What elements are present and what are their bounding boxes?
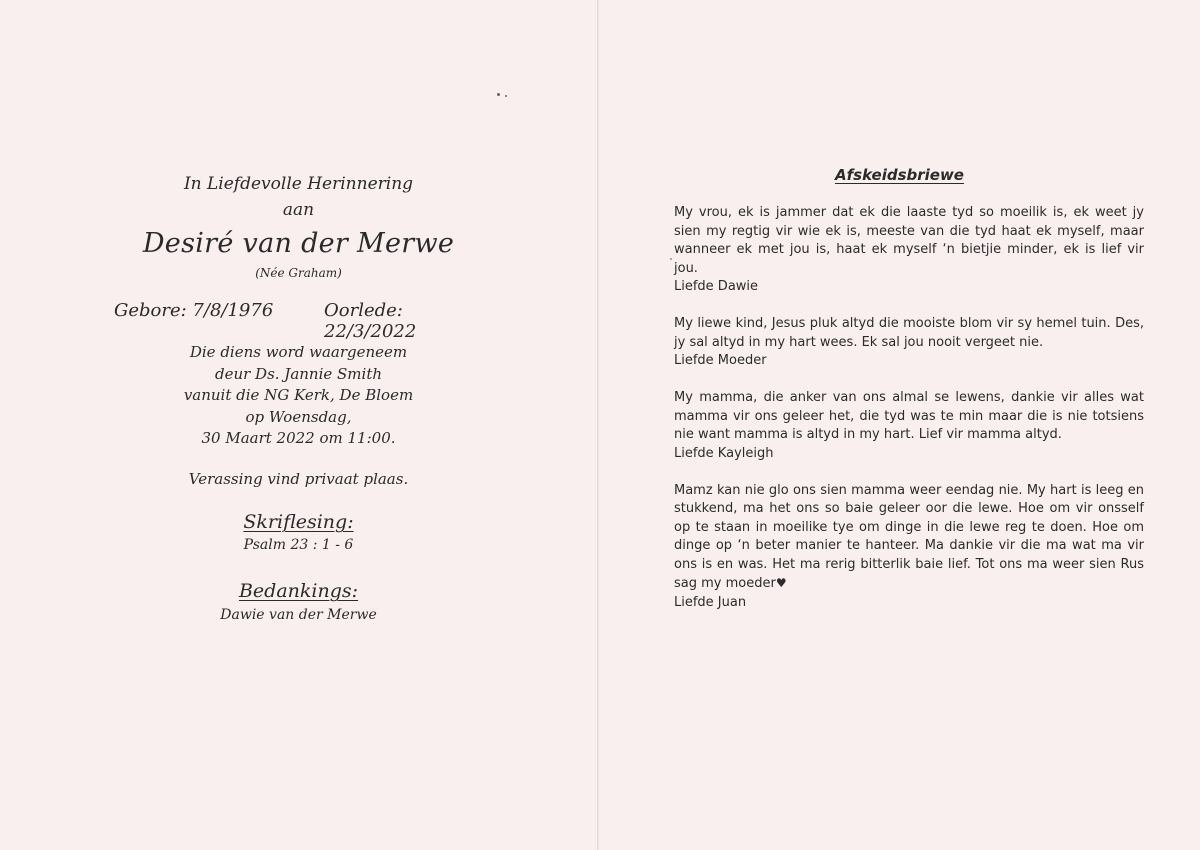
- burial-note: Verassing vind privaat plaas.: [188, 470, 409, 488]
- letter-body: My liewe kind, Jesus pluk altyd die mooiste blom vir sy hemel tuin. Des, jy sal altyd in my hart wees. Ek sal jou nooit vergeet nie.: [674, 316, 1144, 350]
- aan-text: aan: [282, 200, 315, 220]
- left-page: [0, 0, 597, 850]
- death-date: Oorlede: 22/3/2022: [324, 300, 417, 342]
- service-line: 30 Maart 2022 om 11:00.: [201, 429, 396, 447]
- scripture-reference: Psalm 23 : 1 - 6: [243, 537, 354, 553]
- letter-signature: Liefde Dawie: [674, 279, 759, 294]
- right-page: [599, 0, 1200, 850]
- thanks-heading: Bedankings:: [238, 580, 359, 602]
- letter-item: [674, 389, 1144, 463]
- letter-body: My mamma, die anker van ons almal se lewens, dankie vir alles wat mamma vir ons geleer het, die tyd was te min maar die is nie totsiens nie want mamma is altyd in my hart. Lief vir mamma altyd.: [674, 390, 1144, 442]
- deceased-name: Desiré van der Merwe: [142, 228, 455, 259]
- letter-item: [674, 204, 1144, 297]
- heart-icon: ♥: [775, 576, 787, 590]
- scripture-heading: Skriflesing:: [243, 511, 354, 533]
- letter-body: Mamz kan nie glo ons sien mamma weer eendag nie. My hart is leeg en stukkend, ma het ons so baie geleer oor die lewe. Hoe om vir onsself op te staan in moeilike tye om dinge in die lewe reg te doen. Hoe om dinge op ‘n beter manier te hanteer. Ma dankie vir die ma wat ma vir ons is en was. Het ma rerig bitterlik baie lief. Tot ons ma weer sien Rus sag my moeder: [674, 482, 1144, 591]
- letter-signature: Liefde Juan: [674, 594, 747, 610]
- letter-item: [674, 482, 1144, 613]
- letter-signature: Liefde Kayleigh: [674, 445, 774, 461]
- letter-signature: Liefde Moeder: [674, 353, 767, 368]
- farewell-letters: [674, 204, 1144, 631]
- letter-body: My vrou, ek is jammer dat ek die laaste tyd so moeilik is, ek weet jy sien my regtig vir wie ek is, meeste van die tyd haat ek myself, maar wanneer ek met jou is, haat ek myself ‘n bietjie minder, ek is lief vir jou.: [674, 205, 1144, 276]
- service-details: [0, 342, 597, 450]
- memorial-heading: In Liefdevolle Herinnering: [183, 174, 414, 194]
- maiden-name: (Née Graham): [255, 266, 342, 280]
- service-line: vanuit die NG Kerk, De Bloem: [183, 386, 414, 404]
- letter-item: [674, 315, 1144, 371]
- service-line: Die diens word waargeneem: [189, 343, 408, 361]
- service-line: deur Ds. Jannie Smith: [214, 364, 383, 383]
- thanks-name: Dawie van der Merwe: [220, 607, 377, 623]
- birth-date: Gebore: 7/8/1976: [114, 300, 274, 321]
- letters-title: Afskeidsbriewe: [835, 166, 964, 184]
- service-line: op Woensdag,: [245, 407, 352, 426]
